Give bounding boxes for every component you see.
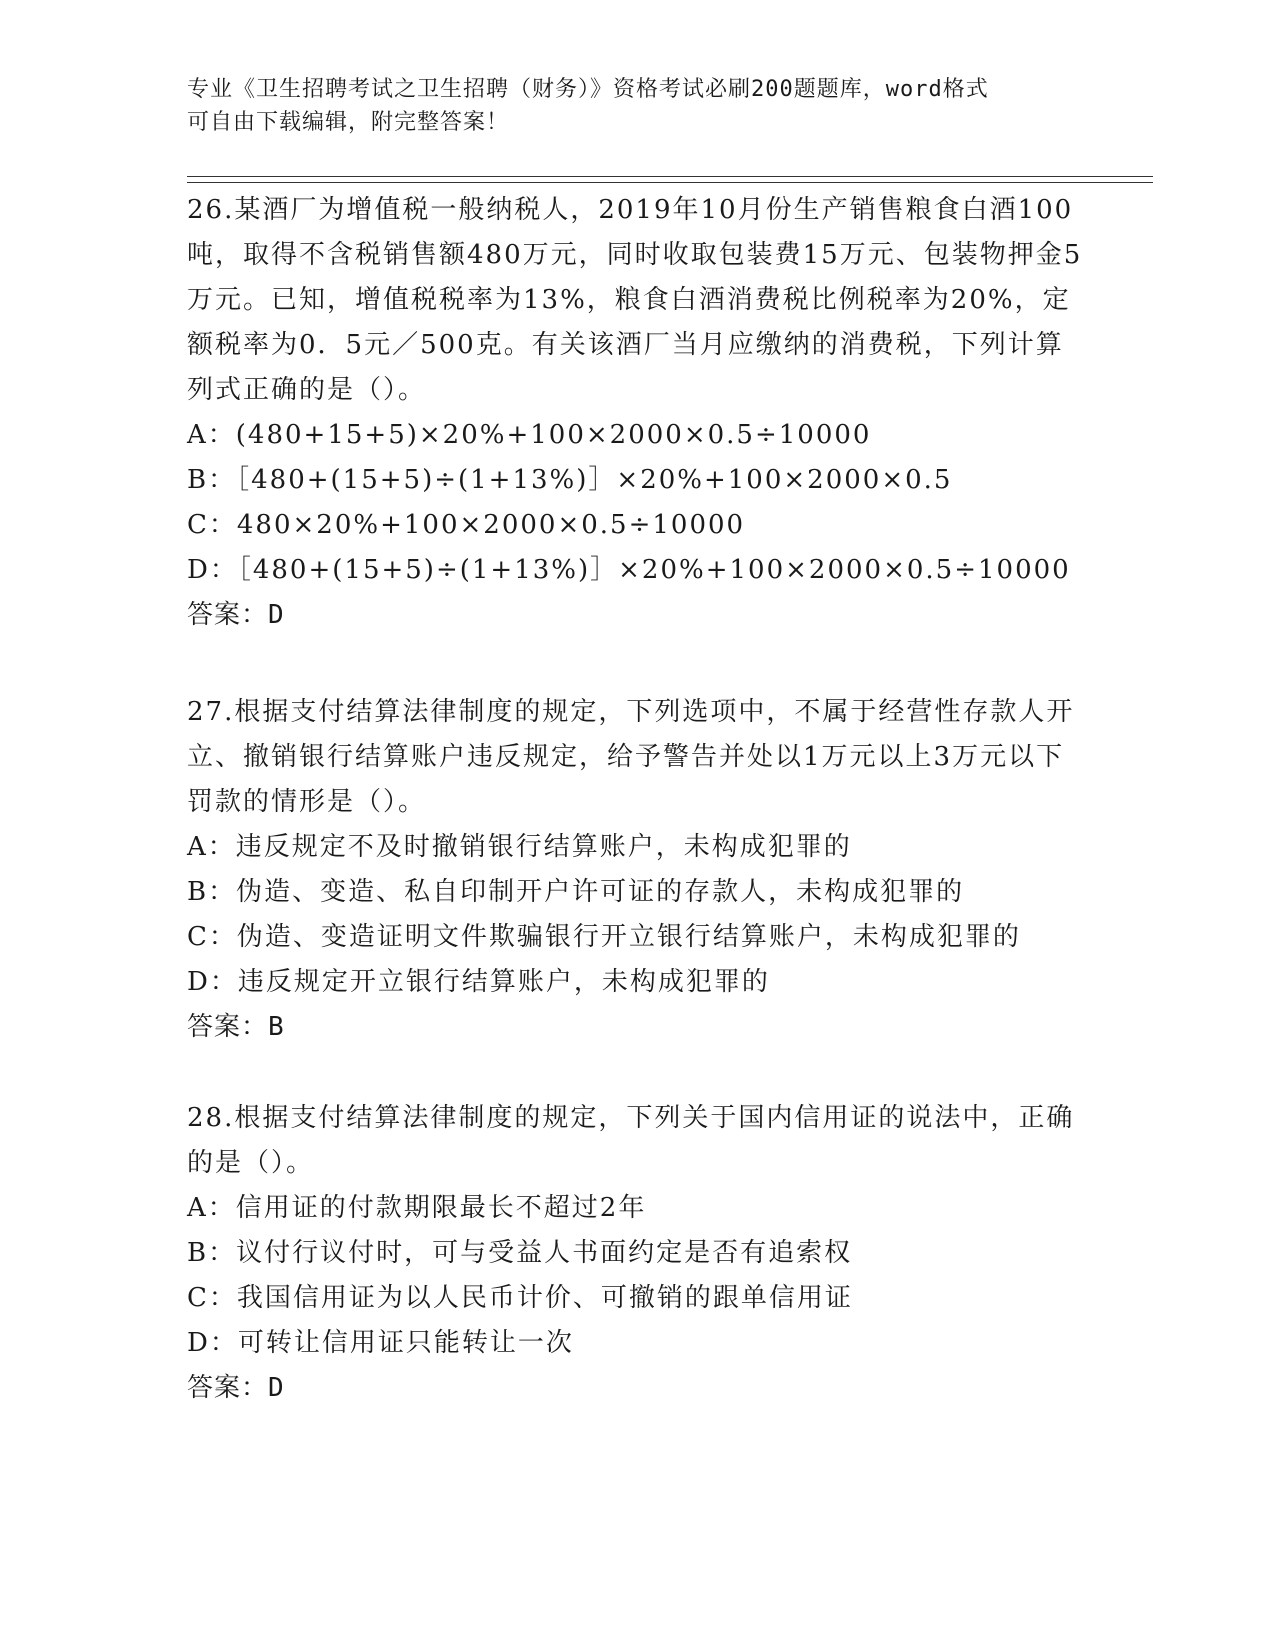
question-stem: 28.根据支付结算法律制度的规定，下列关于国内信用证的说法中，正确的是（）。 (187, 1103, 1075, 1178)
answer-line: 答案：B (187, 1012, 285, 1042)
answer-line: 答案：D (187, 600, 285, 630)
document-header (187, 73, 1067, 139)
option-d: D：［480+(15+5)÷(1+13%)］×20%+100×2000×0.5÷10000 (187, 555, 1071, 585)
option-a: A：信用证的付款期限最长不超过2年 (187, 1193, 647, 1223)
answer-line: 答案：D (187, 1373, 285, 1403)
option-c: C：伪造、变造证明文件欺骗银行开立银行结算账户，未构成犯罪的 (187, 922, 1021, 952)
option-d: D：可转让信用证只能转让一次 (187, 1328, 574, 1358)
question-26 (187, 188, 1087, 638)
header-subtitle-line: 可自由下载编辑，附完整答案！ (187, 110, 510, 135)
header-divider-bottom (187, 182, 1153, 183)
header-title-line: 专业《卫生招聘考试之卫生招聘（财务）》资格考试必刷200题题库，word格式 (187, 77, 989, 102)
question-stem: 26.某酒厂为增值税一般纳税人，2019年10月份生产销售粮食白酒100吨，取得不含税销售额480万元，同时收取包装费15万元、包装物押金5万元。已知，增值税税率为13%，粮食白酒消费税比例税率为20%，定额税率为0．5元／500克。有关该酒厂当月应缴纳的消费税，下列计算列式正确的是（）。 (187, 195, 1083, 405)
question-27 (187, 690, 1087, 1050)
option-a: A：违反规定不及时撤销银行结算账户，未构成犯罪的 (187, 832, 852, 862)
option-d: D：违反规定开立银行结算账户，未构成犯罪的 (187, 967, 770, 997)
question-28 (187, 1096, 1087, 1411)
option-b: B：伪造、变造、私自印制开户许可证的存款人，未构成犯罪的 (187, 877, 965, 907)
option-c: C：我国信用证为以人民币计价、可撤销的跟单信用证 (187, 1283, 853, 1313)
option-b: B：［480+(15+5)÷(1+13%)］×20%+100×2000×0.5 (187, 465, 953, 495)
question-stem: 27.根据支付结算法律制度的规定，下列选项中，不属于经营性存款人开立、撤销银行结算账户违反规定，给予警告并处以1万元以上3万元以下罚款的情形是（）。 (187, 697, 1075, 817)
option-a: A：(480+15+5)×20%+100×2000×0.5÷10000 (187, 420, 872, 450)
option-c: C：480×20%+100×2000×0.5÷10000 (187, 510, 746, 540)
option-b: B：议付行议付时，可与受益人书面约定是否有追索权 (187, 1238, 853, 1268)
header-divider-top (187, 176, 1153, 177)
